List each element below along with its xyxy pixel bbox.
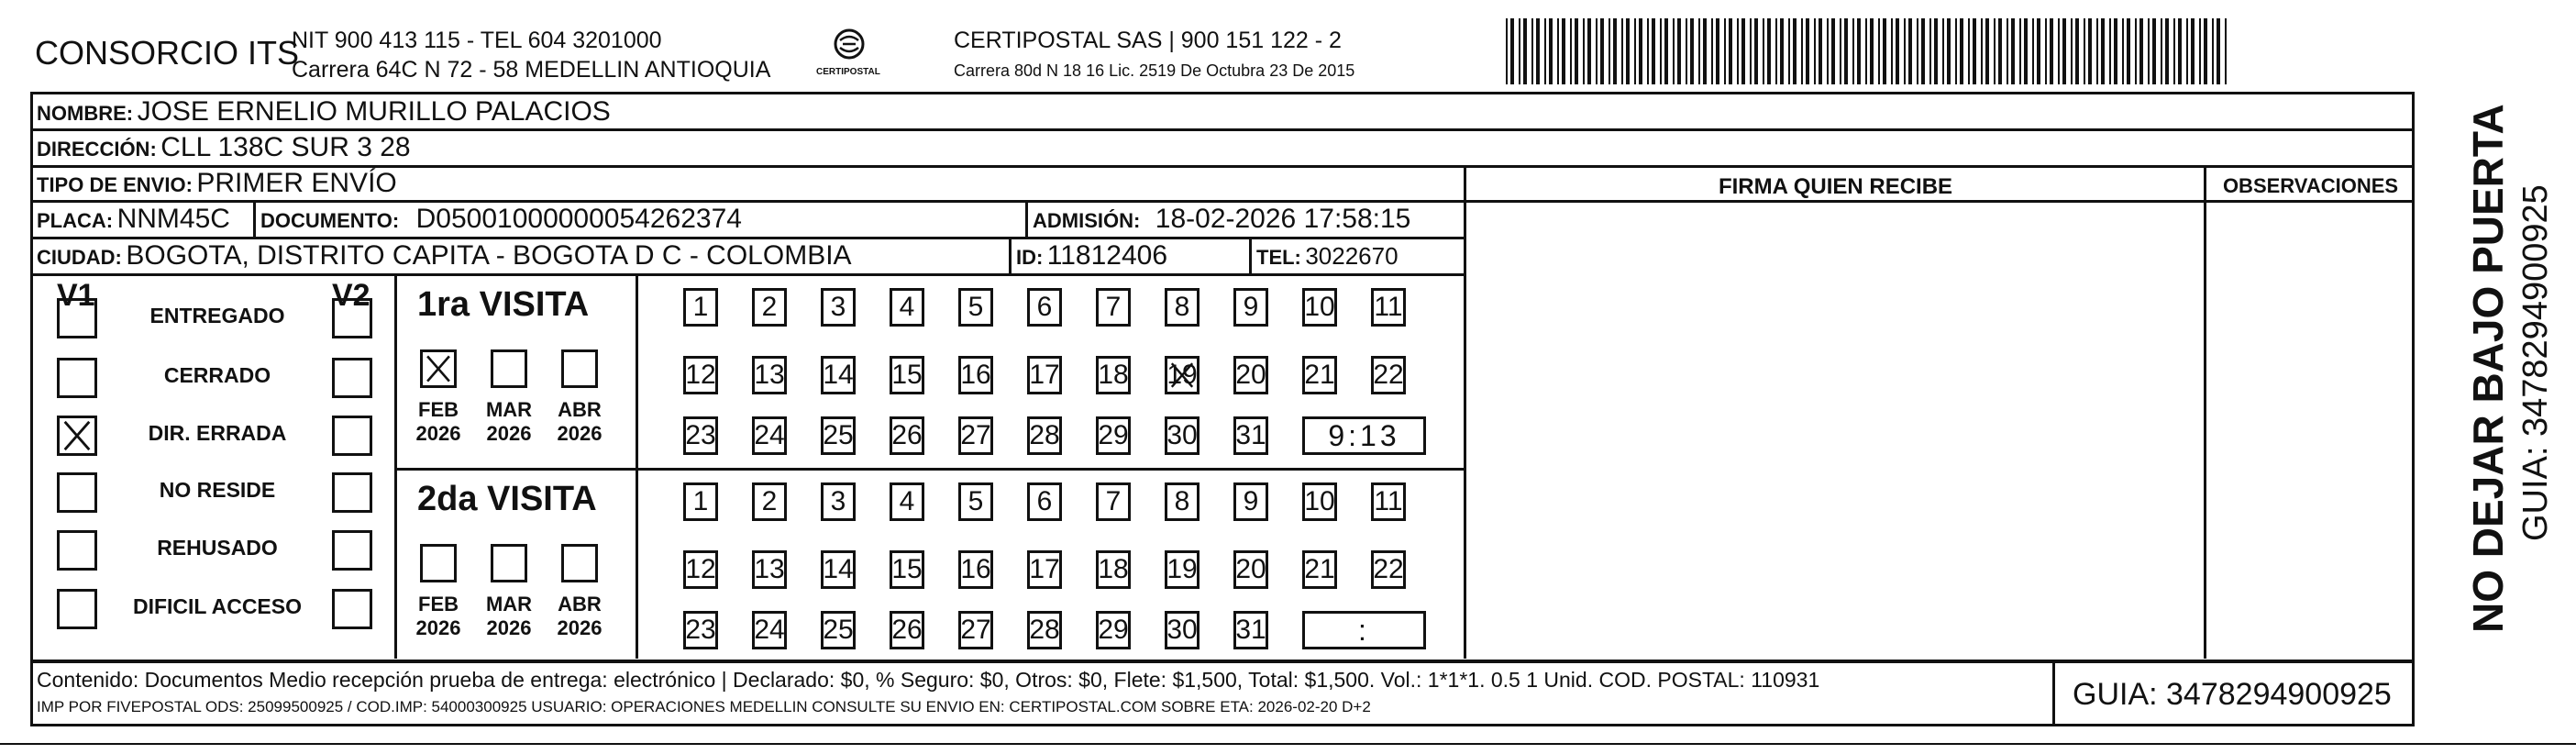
day-cell[interactable] (1233, 482, 1268, 521)
day-cell[interactable] (683, 611, 718, 649)
day-cell[interactable] (1096, 356, 1131, 394)
documento-value: D05001000000054262374 (415, 204, 742, 234)
admision-value: 18-02-2026 17:58:15 (1155, 204, 1411, 234)
status-label: DIR. ERRADA (148, 421, 287, 445)
day-number: 1 (692, 292, 709, 322)
day-cell[interactable] (958, 416, 993, 455)
month-checkbox[interactable] (491, 349, 527, 388)
v1-checkbox[interactable] (57, 358, 97, 398)
status-label: CERRADO (163, 363, 271, 387)
day-number: 19 (1166, 360, 1198, 390)
day-cell[interactable] (1096, 482, 1131, 521)
day-cell[interactable] (1027, 416, 1062, 455)
day-number: 21 (1304, 360, 1335, 390)
month-year: 2026 (557, 616, 603, 639)
direccion-value: CLL 138C SUR 3 28 (160, 132, 411, 162)
visit-title: 1ra VISITA (417, 285, 590, 324)
day-number: 10 (1304, 292, 1335, 322)
signature-area[interactable] (1467, 204, 2201, 657)
day-number: 27 (960, 420, 991, 450)
day-number: 24 (754, 615, 785, 645)
v1-label: V1 (57, 278, 95, 313)
day-number: 26 (891, 420, 923, 450)
day-cell[interactable] (821, 550, 856, 589)
day-cell[interactable] (821, 611, 856, 649)
day-number: 9 (1243, 486, 1259, 516)
month-year: 2026 (557, 422, 603, 445)
day-cell[interactable] (1096, 550, 1131, 589)
month-checkbox[interactable] (561, 544, 598, 582)
carrier-line: CERTIPOSTAL SAS | 900 151 122 - 2 (954, 28, 1342, 53)
day-cell[interactable] (821, 356, 856, 394)
day-number: 30 (1166, 420, 1198, 450)
day-cell[interactable] (683, 550, 718, 589)
visit-title: 2da VISITA (417, 480, 597, 518)
time-box[interactable] (1302, 416, 1426, 455)
day-number: 5 (967, 486, 984, 516)
day-number: 20 (1235, 360, 1266, 390)
day-number: 6 (1036, 292, 1053, 322)
placa-value: NNM45C (116, 204, 230, 234)
day-number: 23 (685, 420, 716, 450)
month-label: ABR (558, 398, 602, 421)
day-number: 3 (830, 486, 846, 516)
firma-header: FIRMA QUIEN RECIBE (1718, 174, 1953, 199)
day-number: 4 (899, 292, 915, 322)
day-number: 15 (891, 554, 923, 584)
day-cell[interactable] (1165, 550, 1200, 589)
nombre-value: JOSE ERNELIO MURILLO PALACIOS (137, 96, 611, 127)
day-number: 17 (1029, 360, 1060, 390)
nombre-label: NOMBRE: (37, 102, 134, 125)
day-number: 25 (823, 615, 854, 645)
month-checkbox[interactable] (420, 349, 457, 388)
day-number: 1 (692, 486, 709, 516)
v1-checkbox[interactable] (57, 416, 97, 456)
day-number: 8 (1174, 292, 1190, 322)
day-number: 22 (1373, 554, 1404, 584)
day-cell[interactable] (1165, 611, 1200, 649)
month-year: 2026 (415, 422, 461, 445)
carrier-address: Carrera 80d N 18 16 Lic. 2519 De Octubra 23 De 2015 (954, 61, 1355, 80)
month-checkbox[interactable] (420, 544, 457, 582)
day-number: 11 (1374, 292, 1403, 322)
day-cell[interactable] (821, 416, 856, 455)
tipo-label: TIPO DE ENVIO: (37, 173, 193, 196)
day-number: 28 (1029, 420, 1060, 450)
status-label: ENTREGADO (149, 304, 285, 327)
day-cell[interactable] (1302, 356, 1337, 394)
documento-row (260, 205, 742, 233)
day-cell[interactable] (1165, 356, 1200, 394)
admision-row (1033, 205, 1410, 233)
company-name: CONSORCIO ITS (35, 34, 300, 72)
month-year: 2026 (486, 422, 532, 445)
day-number: 12 (685, 554, 716, 584)
day-number: 17 (1029, 554, 1060, 584)
company-address: Carrera 64C N 72 - 58 MEDELLIN ANTIOQUIA (292, 57, 771, 83)
month-checkbox[interactable] (561, 349, 598, 388)
day-cell[interactable] (1027, 611, 1062, 649)
day-number: 13 (754, 360, 785, 390)
v1-checkbox[interactable] (57, 472, 97, 513)
month-year: 2026 (486, 616, 532, 639)
day-number: 6 (1036, 486, 1053, 516)
ciudad-label: CIUDAD: (37, 246, 122, 269)
day-cell[interactable] (752, 288, 787, 327)
day-cell[interactable] (752, 356, 787, 394)
id-label: ID: (1016, 246, 1044, 269)
v2-label: V2 (332, 278, 370, 313)
documento-label: DOCUMENTO: (260, 209, 400, 232)
day-number: 7 (1105, 292, 1122, 322)
day-cell[interactable] (683, 416, 718, 455)
day-number: 26 (891, 615, 923, 645)
day-number: 2 (761, 292, 778, 322)
day-number: 7 (1105, 486, 1122, 516)
footer-line1: Contenido: Documentos Medio recepción prueba de entrega: electrónico | Declarado: $0, % Seguro: $0, Otros: $0, Flete: $1,500, Total: $1,500. Vol.: 1*1*1. 0.5 1 Unid. COD. POSTAL: 110931 (37, 668, 1820, 692)
day-cell[interactable] (752, 482, 787, 521)
month-label: FEB (418, 398, 459, 421)
status-label: DIFICIL ACCESO (132, 594, 302, 618)
day-number: 10 (1304, 486, 1335, 516)
day-cell[interactable] (683, 482, 718, 521)
day-number: 18 (1098, 360, 1129, 390)
day-cell[interactable] (752, 550, 787, 589)
day-cell[interactable] (958, 611, 993, 649)
day-number: 29 (1098, 420, 1129, 450)
day-number: 25 (823, 420, 854, 450)
day-number: 12 (685, 360, 716, 390)
day-cell[interactable] (1096, 416, 1131, 455)
v2-checkbox[interactable] (332, 589, 372, 629)
day-number: 21 (1304, 554, 1335, 584)
day-number: 4 (899, 486, 915, 516)
day-cell[interactable] (1233, 356, 1268, 394)
day-cell[interactable] (752, 611, 787, 649)
day-number: 8 (1174, 486, 1190, 516)
day-cell[interactable] (821, 482, 856, 521)
day-cell[interactable] (890, 288, 924, 327)
day-cell[interactable] (958, 288, 993, 327)
day-number: 9 (1243, 292, 1259, 322)
day-cell[interactable] (683, 288, 718, 327)
day-cell[interactable] (1371, 356, 1406, 394)
barcode (1506, 18, 2230, 84)
day-number: 19 (1166, 554, 1198, 584)
side-warning: NO DEJAR BAJO PUERTA (2464, 104, 2512, 633)
day-cell[interactable] (890, 550, 924, 589)
day-number: 23 (685, 615, 716, 645)
day-number: 3 (830, 292, 846, 322)
v1-checkbox[interactable] (57, 298, 97, 338)
nombre-row (37, 98, 611, 126)
id-value: 11812406 (1046, 240, 1168, 271)
time-value: : (1358, 613, 1370, 647)
observaciones-header: OBSERVACIONES (2222, 174, 2399, 197)
day-cell[interactable] (1165, 482, 1200, 521)
day-number: 13 (754, 554, 785, 584)
day-cell[interactable] (1302, 288, 1337, 327)
day-cell[interactable] (890, 611, 924, 649)
day-number: 31 (1235, 420, 1266, 450)
logo-text: CERTIPOSTAL (816, 67, 880, 77)
day-cell[interactable] (1027, 356, 1062, 394)
month-label: FEB (418, 593, 459, 615)
id-row (1016, 242, 1167, 270)
day-cell[interactable] (1027, 288, 1062, 327)
footer-guia: GUIA: 3478294900925 (2073, 677, 2392, 712)
v2-checkbox[interactable] (332, 298, 372, 338)
day-cell[interactable] (1233, 288, 1268, 327)
day-number: 16 (960, 554, 991, 584)
v2-checkbox[interactable] (332, 358, 372, 398)
day-number: 27 (960, 615, 991, 645)
day-cell[interactable] (1096, 611, 1131, 649)
day-number: 29 (1098, 615, 1129, 645)
day-cell[interactable] (1233, 611, 1268, 649)
placa-label: PLACA: (37, 209, 114, 232)
day-cell[interactable] (821, 288, 856, 327)
day-cell[interactable] (958, 356, 993, 394)
day-cell[interactable] (683, 356, 718, 394)
day-cell[interactable] (1302, 482, 1337, 521)
month-label: MAR (485, 398, 533, 421)
tel-value: 3022670 (1305, 242, 1399, 270)
day-number: 18 (1098, 554, 1129, 584)
time-box[interactable] (1302, 611, 1426, 649)
admision-label: ADMISIÓN: (1033, 209, 1141, 232)
day-number: 22 (1373, 360, 1404, 390)
day-number: 16 (960, 360, 991, 390)
observaciones-area[interactable] (2206, 204, 2412, 657)
day-cell[interactable] (1165, 288, 1200, 327)
day-number: 24 (754, 420, 785, 450)
day-number: 28 (1029, 615, 1060, 645)
tipo-value: PRIMER ENVÍO (196, 168, 397, 198)
side-guia: GUIA: 3478294900925 (2516, 184, 2555, 541)
v2-checkbox[interactable] (332, 416, 372, 456)
ciudad-row (37, 242, 852, 270)
day-cell[interactable] (958, 482, 993, 521)
ciudad-value: BOGOTA, DISTRITO CAPITA - BOGOTA D C - COLOMBIA (126, 240, 852, 271)
placa-row (37, 205, 230, 233)
tipo-row (37, 170, 397, 197)
day-cell[interactable] (890, 356, 924, 394)
nit-line: NIT 900 413 115 - TEL 604 3201000 (292, 28, 662, 53)
day-cell[interactable] (1371, 288, 1406, 327)
day-cell[interactable] (1233, 550, 1268, 589)
month-checkbox[interactable] (491, 544, 527, 582)
month-year: 2026 (415, 616, 461, 639)
day-cell[interactable] (752, 416, 787, 455)
day-number: 20 (1235, 554, 1266, 584)
day-number: 14 (823, 360, 854, 390)
day-number: 5 (967, 292, 984, 322)
day-number: 2 (761, 486, 778, 516)
direccion-row (37, 134, 411, 161)
status-label: NO RESIDE (159, 478, 276, 502)
v1-checkbox[interactable] (57, 589, 97, 629)
day-number: 15 (891, 360, 923, 390)
day-cell[interactable] (1233, 416, 1268, 455)
day-cell[interactable] (1027, 482, 1062, 521)
tel-row (1256, 244, 1399, 268)
month-label: ABR (558, 593, 602, 615)
day-cell[interactable] (1027, 550, 1062, 589)
footer-line2: IMP POR FIVEPOSTAL ODS: 25099500925 / COD.IMP: 54000300925 USUARIO: OPERACIONES MEDELLIN CONSULTE SU ENVIO EN: CERTIPOSTAL.COM SOBRE ETA: 2026-02-20 D+2 (37, 698, 1371, 715)
v2-checkbox[interactable] (332, 472, 372, 513)
day-number: 14 (823, 554, 854, 584)
day-cell[interactable] (958, 550, 993, 589)
day-cell[interactable] (1096, 288, 1131, 327)
v1-checkbox[interactable] (57, 530, 97, 571)
tel-label: TEL: (1256, 246, 1301, 269)
day-number: 30 (1166, 615, 1198, 645)
direccion-label: DIRECCIÓN: (37, 138, 157, 161)
month-label: MAR (485, 593, 533, 615)
status-label: REHUSADO (157, 536, 278, 560)
bottom-frame (30, 660, 2415, 726)
v2-checkbox[interactable] (332, 530, 372, 571)
time-value: 9:13 (1328, 418, 1400, 452)
day-cell[interactable] (890, 416, 924, 455)
day-number: 31 (1235, 615, 1266, 645)
day-cell[interactable] (1371, 482, 1406, 521)
day-cell[interactable] (1165, 416, 1200, 455)
day-number: 11 (1374, 486, 1403, 516)
day-cell[interactable] (1371, 550, 1406, 589)
day-cell[interactable] (890, 482, 924, 521)
day-cell[interactable] (1302, 550, 1337, 589)
